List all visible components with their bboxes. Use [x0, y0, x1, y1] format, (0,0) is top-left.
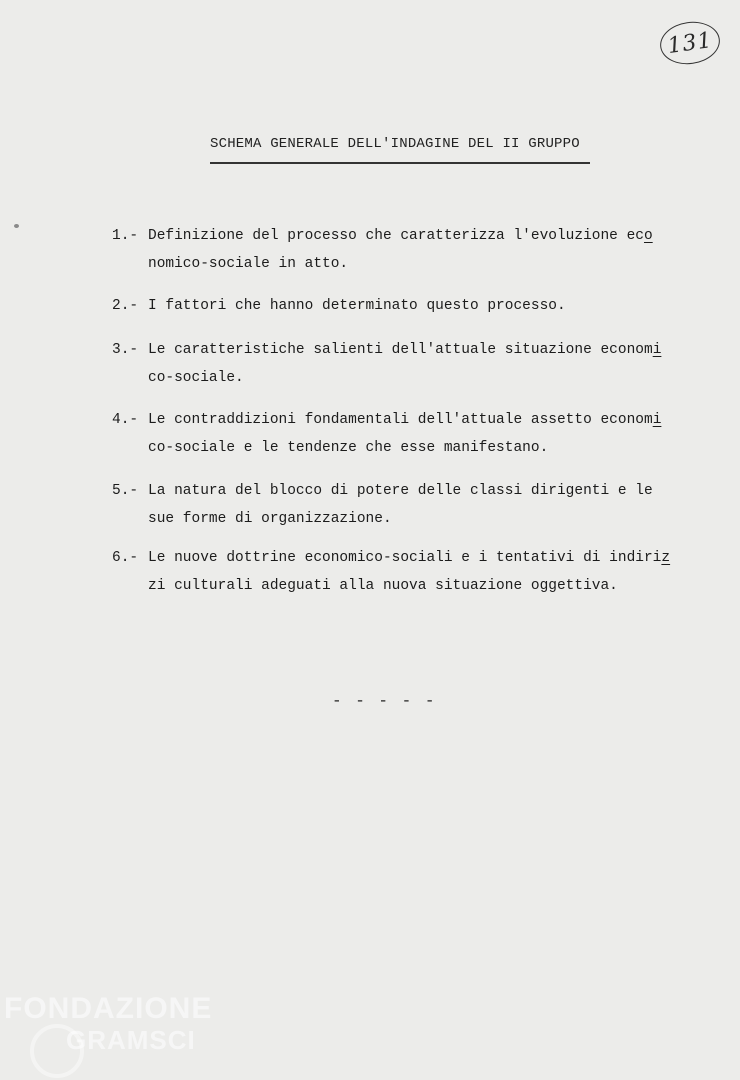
- line-text: Le nuove dottrine economico-sociali e i tentativi di indiri: [148, 550, 662, 566]
- line-text: La natura del blocco di potere delle classi dirigenti e le: [148, 483, 653, 499]
- list-item-number: 3.-: [112, 342, 139, 358]
- line-text: zi culturali adeguati alla nuova situazione oggettiva.: [148, 578, 618, 594]
- underlined-hyphenation-char: z: [661, 550, 671, 566]
- list-item-text-line: [148, 440, 548, 456]
- list-item-text-line: [148, 483, 653, 499]
- list-item-number: 2.-: [112, 298, 139, 314]
- list-item-text-line: [148, 298, 566, 314]
- list-item-text-line: [148, 412, 661, 428]
- underlined-hyphenation-char: i: [652, 342, 662, 358]
- underlined-hyphenation-char: o: [643, 228, 653, 244]
- underlined-hyphenation-char: i: [652, 412, 662, 428]
- list-item-number: 1.-: [112, 228, 139, 244]
- list-item-text-line: [148, 550, 670, 566]
- line-text: Definizione del processo che caratterizza l'evoluzione ec: [148, 228, 644, 244]
- watermark-line-1: FONDAZIONE: [4, 992, 213, 1025]
- line-text: sue forme di organizzazione.: [148, 511, 392, 527]
- line-text: co-sociale.: [148, 370, 244, 386]
- list-item-text-line: [148, 342, 661, 358]
- line-text: co-sociale e le tendenze che esse manifestano.: [148, 440, 549, 456]
- list-item-text-line: [148, 228, 653, 244]
- list-item-number: 4.-: [112, 412, 139, 428]
- page-number-stamp: [657, 18, 722, 68]
- list-item-number: 6.-: [112, 550, 139, 566]
- title-underline: [210, 162, 590, 164]
- document-title: SCHEMA GENERALE DELL'INDAGINE DEL II GRUPPO: [210, 136, 580, 152]
- line-text: Le caratteristiche salienti dell'attuale situazione econom: [148, 342, 653, 358]
- watermark: [4, 992, 212, 1054]
- line-text: nomico-sociale in atto.: [148, 256, 349, 272]
- line-text: I fattori che hanno determinato questo processo.: [148, 298, 566, 314]
- list-item-number: 5.-: [112, 483, 139, 499]
- list-item-text-line: [148, 578, 618, 594]
- list-item-text-line: [148, 511, 392, 527]
- watermark-line-2: GRAMSCI: [66, 1025, 196, 1055]
- list-item-text-line: [148, 256, 348, 272]
- list-item-text-line: [148, 370, 244, 386]
- margin-mark: [14, 224, 19, 228]
- line-text: Le contraddizioni fondamentali dell'attuale assetto econom: [148, 412, 653, 428]
- closing-separator: - - - - -: [332, 692, 437, 710]
- page-number: 131: [665, 27, 715, 59]
